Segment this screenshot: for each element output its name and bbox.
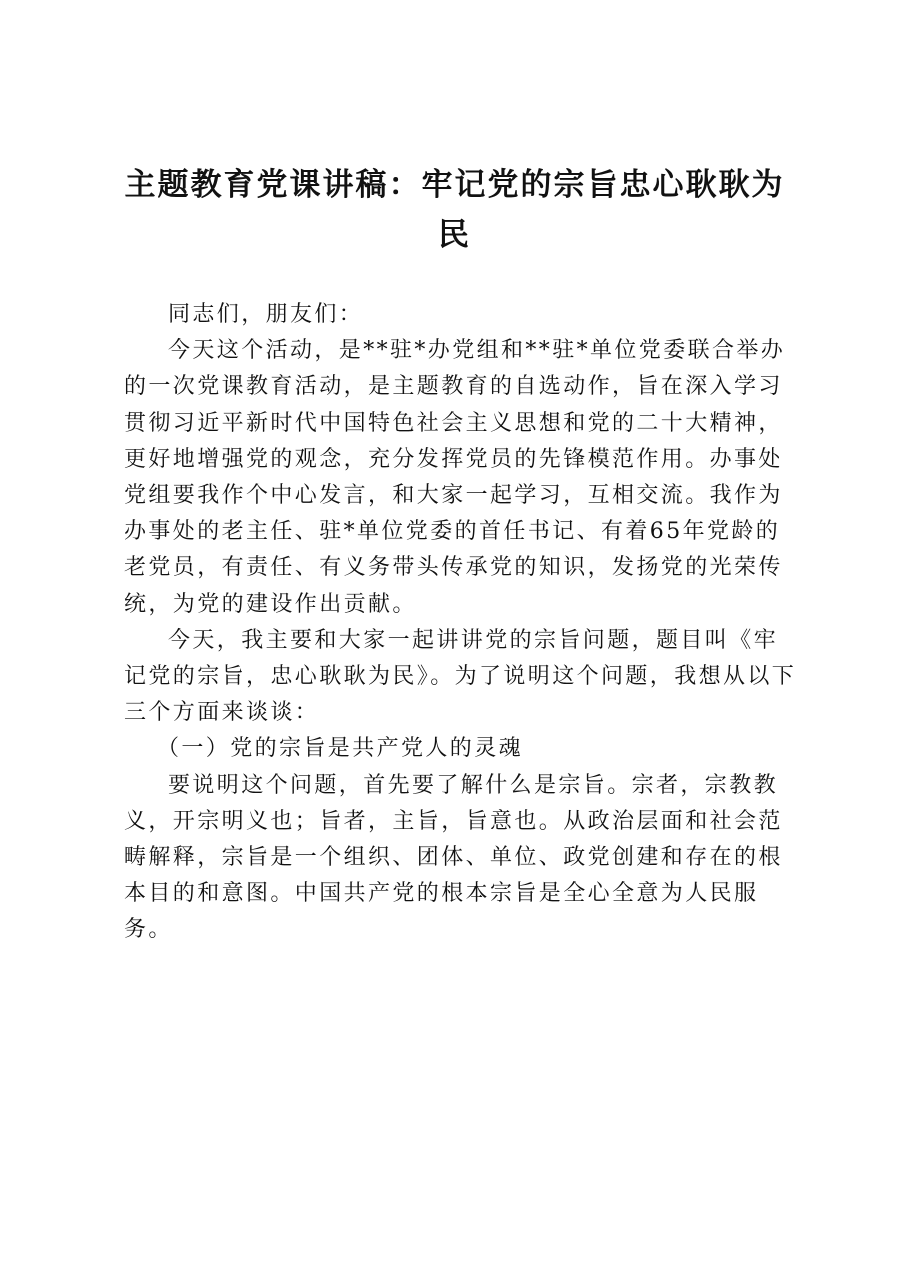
document-body [124, 297, 800, 949]
document-title: 主题教育党课讲稿：牢记党的宗旨忠心耿耿为民 [124, 167, 785, 253]
intro-paragraph: 今天这个活动，是**驻*办党组和**驻*单位党委联合举办的一次党课教育活动，是主题教育的自选动作，旨在深入学习贯彻习近平新时代中国特色社会主义思想和党的二十大精神，更好地增强党的观念，充分发挥党员的先锋模范作用。办事处党组要我作个中心发言，和大家一起学习，互相交流。我作为办事处的老主任、驻*单位党委的首任书记、有着65年党龄的老党员，有责任、有义务带头传承党的知识，发扬党的光荣传统，为党的建设作出贡献。 [124, 338, 786, 617]
section-heading: （一）党的宗旨是共产党人的灵魂 [157, 736, 524, 762]
definition-paragraph: 要说明这个问题，首先要了解什么是宗旨。宗者，宗教教义，开宗明义也；旨者，主旨，旨意也。从政治层面和社会范畴解释，宗旨是一个组织、团体、单位、政党创建和存在的根本目的和意图。中国共产党的根本宗旨是全心全意为人民服务。 [124, 772, 783, 943]
topic-paragraph: 今天，我主要和大家一起讲讲党的宗旨问题，题目叫《牢记党的宗旨，忠心耿耿为民》。为了说明这个问题，我想从以下三个方面来谈谈： [124, 627, 797, 726]
salutation-paragraph: 同志们，朋友们： [168, 302, 364, 327]
